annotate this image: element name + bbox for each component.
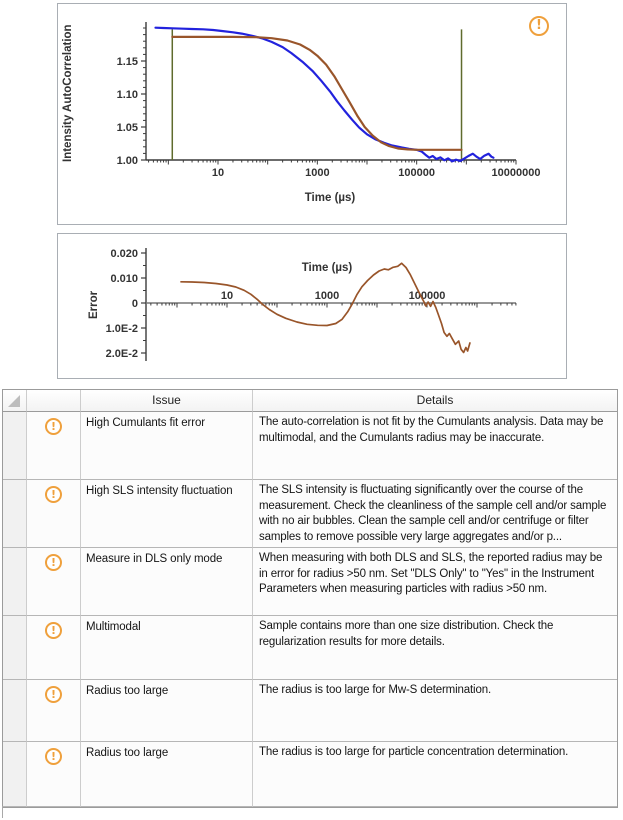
warning-icon: ! — [45, 418, 62, 435]
svg-text:1000: 1000 — [305, 167, 330, 179]
issue-cell[interactable]: High Cumulants fit error — [81, 412, 253, 480]
details-cell[interactable]: The radius is too large for particle concentration determination. — [253, 742, 617, 807]
severity-column-header[interactable] — [27, 390, 81, 412]
severity-cell — [27, 480, 81, 548]
severity-cell — [27, 616, 81, 680]
row-header[interactable] — [3, 616, 27, 680]
row-header[interactable] — [3, 412, 27, 480]
issue-column-header[interactable]: Issue — [81, 390, 253, 412]
svg-text:Time (µs): Time (µs) — [301, 262, 353, 274]
row-header[interactable] — [3, 680, 27, 742]
details-cell[interactable]: Sample contains more than one size distribution. Check the regularization results for more details. — [253, 616, 617, 680]
svg-text:10000000: 10000000 — [491, 167, 541, 179]
details-column-header[interactable]: Details — [253, 390, 617, 412]
fit-residual-error — [181, 263, 470, 352]
svg-text:10: 10 — [211, 167, 225, 179]
warning-icon: ! — [45, 686, 62, 703]
severity-cell — [27, 548, 81, 616]
correlation-chart-panel — [57, 3, 567, 225]
svg-text:2.0E-2: 2.0E-2 — [105, 348, 138, 360]
correlation-y-axis-title: Intensity AutoCorrelation — [62, 24, 74, 162]
cumulants-fit — [172, 37, 461, 150]
svg-text:0.010: 0.010 — [110, 273, 138, 285]
issue-cell[interactable]: Radius too large — [81, 742, 253, 807]
row-header[interactable] — [3, 548, 27, 616]
svg-text:1.00: 1.00 — [116, 155, 138, 167]
svg-text:0: 0 — [131, 298, 138, 310]
panel-edge-line — [2, 806, 3, 818]
details-cell[interactable]: The SLS intensity is fluctuating significantly over the course of the measurement. Check the cleanliness of the sample cell and/or sample with no air bubbles. Clean the sample cell and/or centrifuge or filter samples to remove possible very large aggregates and/or p... — [253, 480, 617, 548]
svg-text:1.10: 1.10 — [116, 89, 138, 102]
severity-cell — [27, 412, 81, 480]
severity-cell — [27, 680, 81, 742]
svg-text:100000: 100000 — [398, 167, 436, 179]
warning-icon: ! — [45, 554, 62, 571]
issue-cell[interactable]: Measure in DLS only mode — [81, 548, 253, 616]
error-chart — [58, 234, 566, 378]
svg-text:0.020: 0.020 — [110, 248, 138, 260]
issue-cell[interactable]: Radius too large — [81, 680, 253, 742]
svg-text:1.05: 1.05 — [116, 122, 138, 135]
autocorrelation-data — [156, 28, 494, 162]
issues-table — [2, 389, 618, 808]
error-y-axis-title: Error — [88, 290, 100, 320]
row-header[interactable] — [3, 742, 27, 807]
svg-text:1.0E-2: 1.0E-2 — [105, 323, 138, 335]
svg-text:1.15: 1.15 — [116, 56, 138, 69]
svg-text:1000: 1000 — [314, 290, 340, 302]
details-cell[interactable]: The radius is too large for Mw-S determination. — [253, 680, 617, 742]
select-all-corner[interactable] — [3, 390, 27, 412]
severity-cell — [27, 742, 81, 807]
row-header[interactable] — [3, 480, 27, 548]
svg-text:100000: 100000 — [408, 290, 446, 302]
issue-cell[interactable]: Multimodal — [81, 616, 253, 680]
details-cell[interactable]: When measuring with both DLS and SLS, the reported radius may be in error for radius >50 nm. Set "DLS Only" to "Yes" in the Instrument Parameters when measuring particles with radius >50 nm. — [253, 548, 617, 616]
warning-icon[interactable]: ! — [529, 16, 549, 36]
warning-icon: ! — [45, 486, 62, 503]
svg-text:Time (µs): Time (µs) — [304, 192, 356, 204]
issue-cell[interactable]: High SLS intensity fluctuation — [81, 480, 253, 548]
warning-icon: ! — [45, 748, 62, 765]
svg-text:10: 10 — [220, 290, 234, 302]
select-all-triangle-icon — [8, 395, 20, 407]
error-chart-panel — [57, 233, 567, 379]
correlation-chart — [58, 4, 566, 224]
warning-icon: ! — [45, 622, 62, 639]
details-cell[interactable]: The auto-correlation is not fit by the Cumulants analysis. Data may be multimodal, and the Cumulants radius may be inaccurate. — [253, 412, 617, 480]
